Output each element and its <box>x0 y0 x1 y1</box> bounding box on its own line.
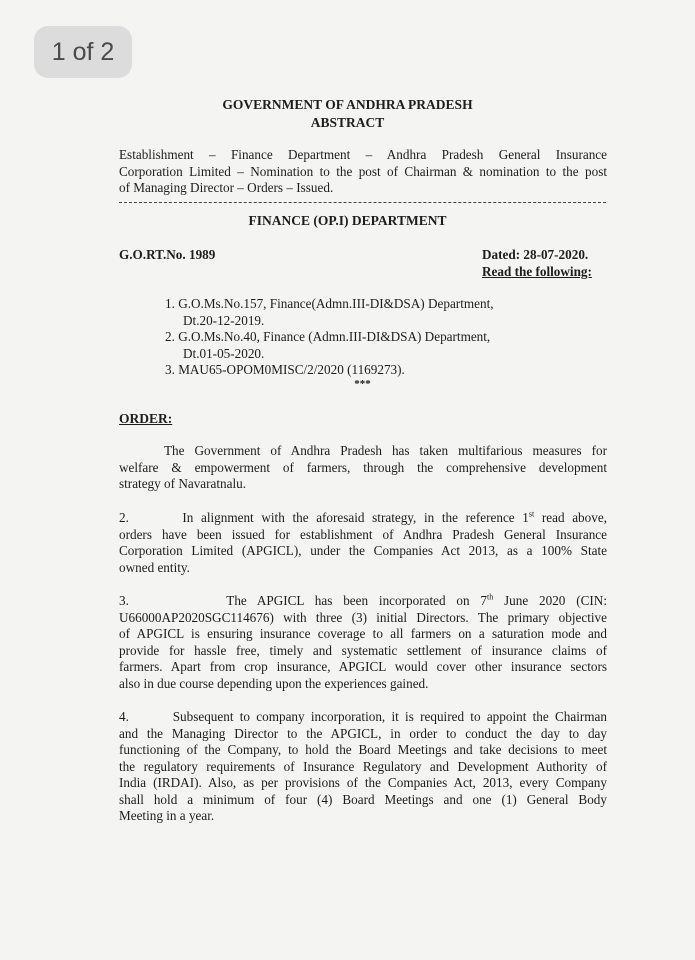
abstract-subject <box>119 147 607 197</box>
go-number: G.O.RT.No. 1989 <box>119 247 216 262</box>
reference-date: Dt.20-12-2019. <box>183 312 265 328</box>
paragraph-number: 2. <box>119 510 129 525</box>
abstract-line: of Managing Director – Orders – Issued. <box>119 180 334 195</box>
abstract-line: Establishment – Finance Department – Andhra Pradesh General Insurance <box>119 147 607 162</box>
reference-item: 1. G.O.Ms.No.157, Finance(Admn.III-DI&DSA) Department, <box>165 296 494 311</box>
paragraph-line: welfare & empowerment of farmers, through the comprehensive development <box>119 459 607 475</box>
paragraph-line: farmers. Apart from crop insurance, APGICL would cover other insurance sectors <box>119 659 607 674</box>
paragraph-line: the regulatory requirements of Insurance Regulatory and Development Authority of <box>119 758 607 774</box>
paragraph-line: India (IRDAI). Also, as per provisions of the Companies Act, 2013, every Company <box>119 775 607 790</box>
abstract-heading: ABSTRACT <box>310 115 385 130</box>
paragraph-line: of APGICL is ensuring insurance coverage to all farmers on a saturation mode and <box>119 626 607 641</box>
paragraph-3 <box>119 593 607 692</box>
paragraph-text: read above, <box>534 510 607 525</box>
reference-item: 2. G.O.Ms.No.40, Finance (Admn.III-DI&DSA) Department, <box>165 329 491 344</box>
paragraph-line: functioning of the Company, to hold the Board Meetings and take decisions to meet <box>119 742 607 757</box>
paragraph-line: owned entity. <box>119 559 190 575</box>
government-header: GOVERNMENT OF ANDHRA PRADESH <box>222 97 473 112</box>
order-heading: ORDER: <box>119 411 173 426</box>
page-indicator: 1 of 2 <box>34 26 132 78</box>
separator-line <box>119 202 606 203</box>
paragraph-line: orders have been issued for establishment of Andhra Pradesh General Insurance <box>119 526 607 542</box>
paragraph-line <box>119 510 607 527</box>
paragraph-line: U66000AP2020SGC114676) with three (3) initial Directors. The primary objective <box>119 609 607 625</box>
paragraph-4 <box>119 709 607 825</box>
paragraph-line <box>119 709 607 726</box>
paragraph-line: strategy of Navaratnalu. <box>119 476 247 491</box>
reference-list <box>165 296 545 379</box>
reference-item: 3. MAU65-OPOM0MISC/2/2020 (1169273). <box>165 362 405 377</box>
paragraph-1 <box>119 443 607 493</box>
paragraph-line: Corporation Limited (APGICL), under the Companies Act 2013, as a 100% State <box>119 543 607 558</box>
abstract-line: Corporation Limited – Nomination to the post of Chairman & nomination to the post <box>119 163 607 179</box>
separator-stars: *** <box>354 378 371 390</box>
dated: Dated: 28-07-2020. <box>482 247 589 262</box>
paragraph-text: June 2020 (CIN: <box>493 593 607 608</box>
paragraph-number: 4. <box>119 709 129 724</box>
superscript: th <box>486 592 494 602</box>
paragraph-line: and the Managing Director to the APGICL, in order to conduct the day to day <box>119 725 607 741</box>
paragraph-2 <box>119 510 607 576</box>
paragraph-line: shall hold a minimum of four (4) Board Meetings and one (1) General Body <box>119 791 607 807</box>
paragraph-line <box>119 593 607 610</box>
paragraph-number: 3. <box>119 593 129 608</box>
paragraph-text: The APGICL has been incorporated on 7 <box>226 593 487 608</box>
superscript: st <box>528 509 535 519</box>
read-following: Read the following: <box>482 264 592 279</box>
paragraph-line: provide for hassle free, timely and systematic settlement of insurance claims of <box>119 642 607 658</box>
reference-date: Dt.01-05-2020. <box>183 345 265 361</box>
paragraph-line: also in due course depending upon the experiences gained. <box>119 675 429 691</box>
paragraph-text: In alignment with the aforesaid strategy, in the reference 1 <box>182 510 529 525</box>
paragraph-line: Meeting in a year. <box>119 808 215 823</box>
paragraph-line: The Government of Andhra Pradesh has taken multifarious measures for <box>164 443 607 458</box>
department-title: FINANCE (OP.I) DEPARTMENT <box>248 213 447 228</box>
paragraph-text: Subsequent to company incorporation, it is required to appoint the Chairman <box>172 709 608 724</box>
